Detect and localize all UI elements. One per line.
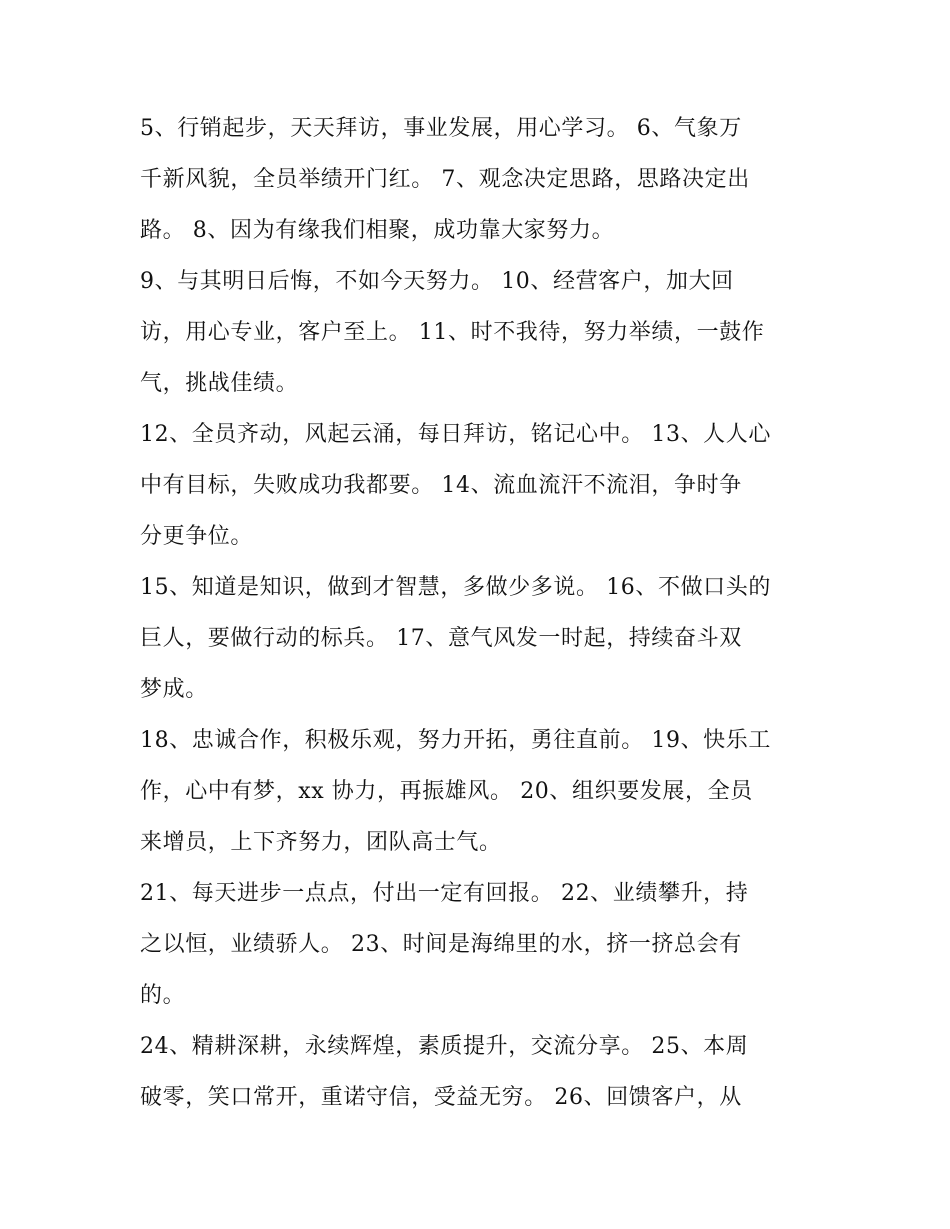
text-line: 之以恒，业绩骄人。 23、时间是海绵里的水，挤一挤总会有 bbox=[140, 932, 742, 957]
text-line: 作，心中有梦，xx 协力，再振雄风。 20、组织要发展，全员 bbox=[140, 779, 753, 804]
text-line: 5、行销起步，天天拜访，事业发展，用心学习。 6、气象万 bbox=[140, 116, 742, 141]
text-line: 9、与其明日后悔，不如今天努力。 10、经营客户，加大回 bbox=[140, 269, 734, 294]
text-line: 18、忠诚合作，积极乐观，努力开拓，勇往直前。 19、快乐工 bbox=[140, 728, 771, 753]
text-line: 24、精耕深耕，永续辉煌，素质提升，交流分享。 25、本周 bbox=[140, 1034, 749, 1059]
text-line: 中有目标，失败成功我都要。 14、流血流汗不流泪，争时争 bbox=[140, 473, 742, 498]
text-line: 来增员，上下齐努力，团队高士气。 bbox=[140, 830, 502, 855]
text-line: 千新风貌，全员举绩开门红。 7、观念决定思路，思路决定出 bbox=[140, 167, 750, 192]
text-line: 访，用心专业，客户至上。 11、时不我待，努力举绩，一鼓作 bbox=[140, 320, 765, 345]
document-body bbox=[140, 103, 820, 1123]
text-line: 15、知道是知识，做到才智慧，多做少多说。 16、不做口头的 bbox=[140, 575, 771, 600]
text-line: 的。 bbox=[140, 983, 186, 1008]
text-line: 分更争位。 bbox=[140, 524, 254, 549]
text-line: 气，挑战佳绩。 bbox=[140, 371, 299, 396]
text-line: 破零，笑口常开，重诺守信，受益无穷。 26、回馈客户，从 bbox=[140, 1085, 742, 1110]
text-line: 梦成。 bbox=[140, 677, 208, 702]
text-line: 21、每天进步一点点，付出一定有回报。 22、业绩攀升，持 bbox=[140, 881, 749, 906]
text-line: 12、全员齐动，风起云涌，每日拜访，铭记心中。 13、人人心 bbox=[140, 422, 771, 447]
text-line: 巨人，要做行动的标兵。 17、意气风发一时起，持续奋斗双 bbox=[140, 626, 742, 651]
text-line: 路。 8、因为有缘我们相聚，成功靠大家努力。 bbox=[140, 218, 615, 243]
